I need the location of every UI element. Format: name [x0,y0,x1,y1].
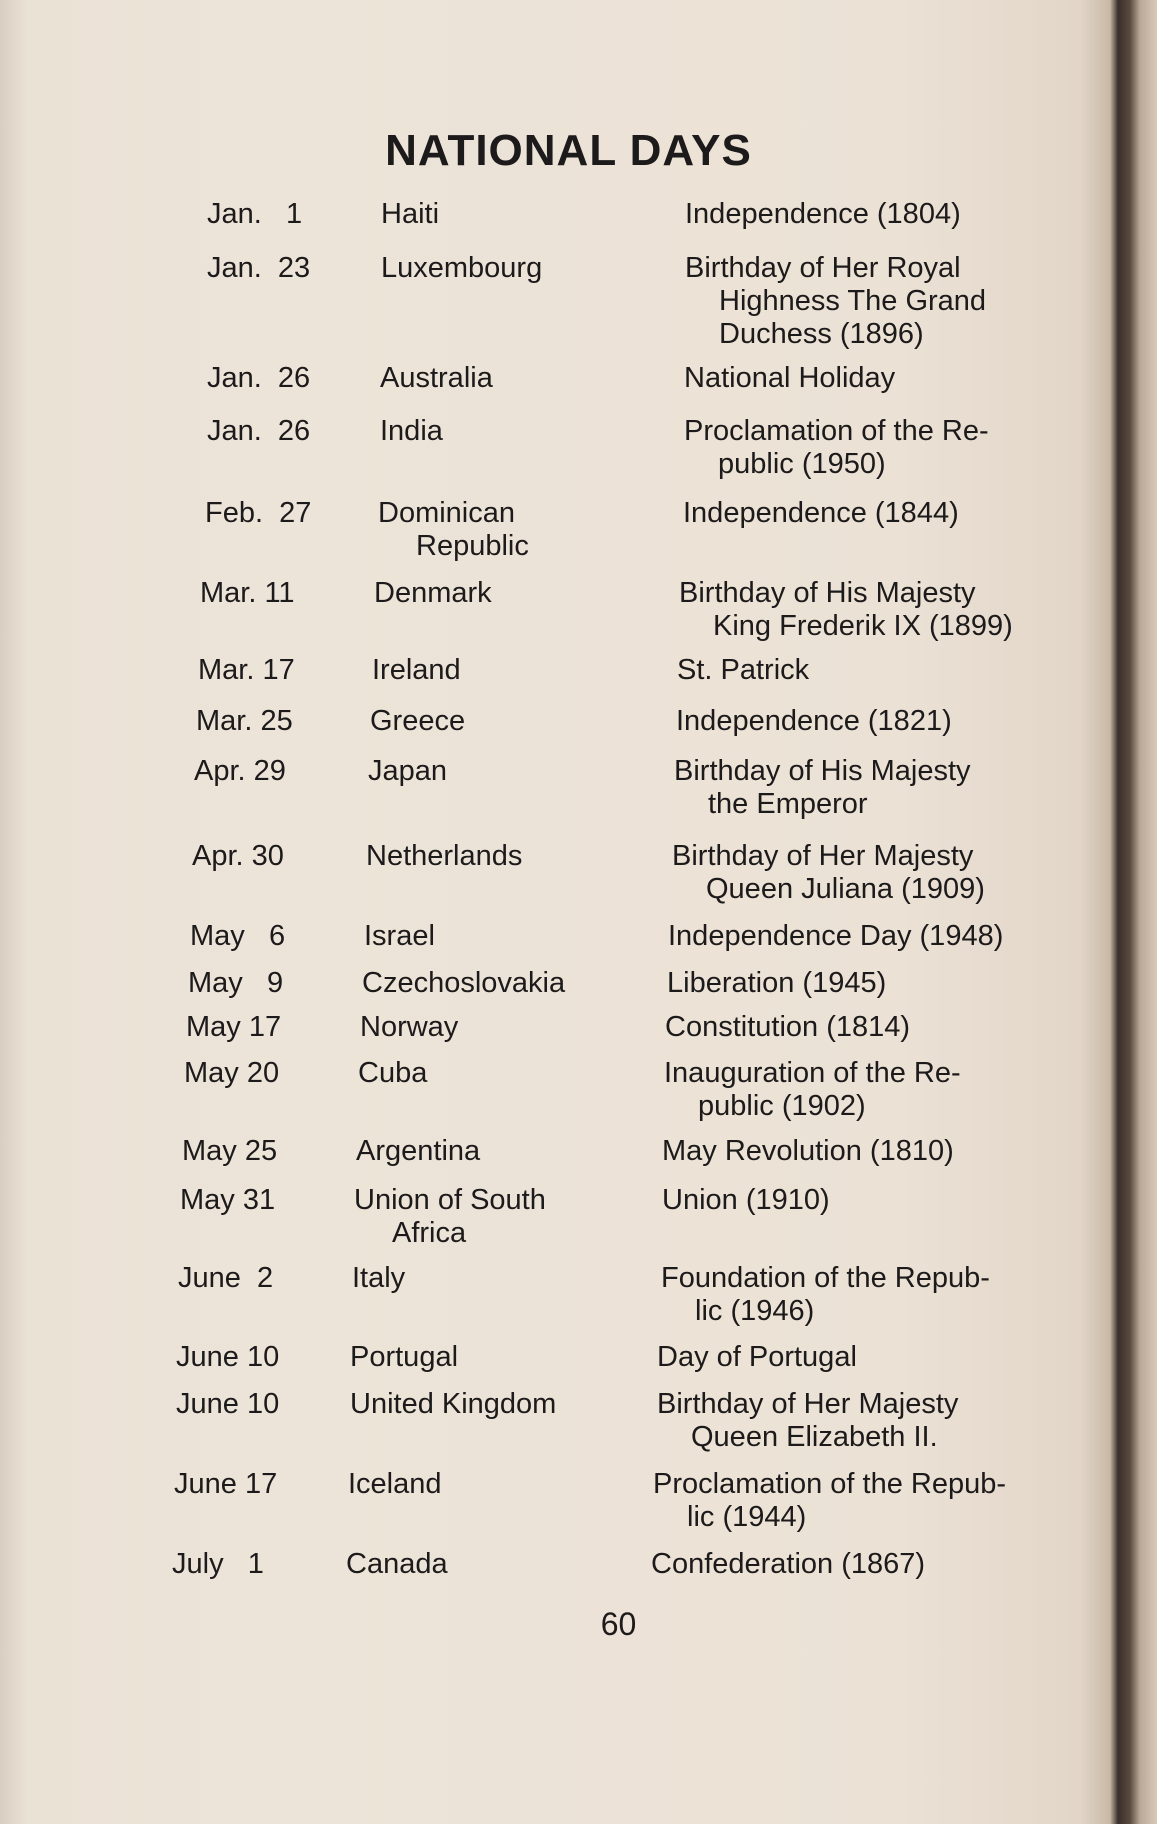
event-cell [664,1057,1094,1123]
event-cell [684,362,1114,395]
country-cell [350,1388,610,1421]
event-line: Birthday of His Majesty [674,755,971,787]
country-cell [374,577,634,610]
country-cell [360,1011,620,1044]
event-cell [657,1341,1087,1374]
country-cell [380,362,640,395]
date-cell: June 10 [176,1341,280,1373]
event-line: Inauguration of the Re- [664,1057,961,1089]
event-cell [661,1262,1091,1328]
date-cell: Apr. 29 [194,755,286,787]
country-line: Haiti [381,198,440,230]
country-line: Italy [352,1262,406,1294]
date-cell: June 2 [178,1262,274,1294]
country-cell [362,967,622,1000]
event-line: Union (1910) [662,1184,830,1216]
country-line: Cuba [358,1057,428,1089]
date-cell: July 1 [172,1548,264,1580]
event-line: Confederation (1867) [651,1548,926,1580]
country-line: Israel [364,920,435,952]
date-cell: Mar. 11 [200,577,295,609]
country-line: Iceland [348,1468,442,1500]
country-cell [366,840,626,873]
event-line: Day of Portugal [657,1341,857,1373]
country-line: Union of South [354,1184,546,1216]
event-line: Highness The Grand [719,285,987,317]
country-line: United Kingdom [350,1388,557,1420]
event-cell [667,967,1097,1000]
event-cell [662,1135,1092,1168]
country-cell [380,415,640,448]
country-line: Czechoslovakia [362,967,566,999]
country-line: Australia [380,362,493,394]
country-line: Norway [360,1011,459,1043]
event-line: Independence (1804) [685,198,961,230]
country-line: Republic [416,530,529,562]
event-cell [665,1011,1095,1044]
event-cell [685,252,1115,351]
date-cell: May 25 [182,1135,278,1167]
event-cell [668,920,1098,953]
event-cell [657,1388,1087,1454]
country-cell [348,1468,608,1501]
date-cell: May 31 [180,1184,276,1216]
event-line: Birthday of Her Royal [685,252,961,284]
event-cell [672,840,1102,906]
country-line: Africa [392,1217,467,1249]
country-cell [364,920,624,953]
event-cell [684,415,1114,481]
date-cell: May 17 [186,1011,282,1043]
country-cell [350,1341,610,1374]
event-cell [674,755,1104,821]
date-cell: Jan. 1 [207,198,303,230]
event-cell [676,705,1106,738]
event-line: Duchess (1896) [719,318,924,350]
date-cell: Jan. 26 [207,362,311,394]
country-line: Dominican [378,497,515,529]
country-cell [346,1548,606,1581]
event-line: Proclamation of the Re- [684,415,989,447]
country-line: Denmark [374,577,492,609]
page-number: 60 [600,1606,637,1642]
event-line: Foundation of the Repub- [661,1262,990,1294]
event-cell [677,654,1107,687]
page-title: NATIONAL DAYS [385,126,752,175]
country-cell [381,198,641,231]
country-line: Japan [368,755,448,787]
country-line: Ireland [372,654,461,686]
event-line: Queen Elizabeth II. [691,1421,938,1453]
country-cell [378,497,638,563]
country-cell [370,705,630,738]
event-line: lic (1946) [695,1295,815,1327]
country-cell [354,1184,614,1250]
event-line: Independence Day (1948) [668,920,1004,952]
country-cell [352,1262,612,1295]
country-line: Luxembourg [381,252,543,284]
date-cell: Jan. 23 [207,252,311,284]
event-line: Independence (1844) [683,497,959,529]
country-line: Argentina [356,1135,481,1167]
date-cell: May 9 [188,967,284,999]
event-line: Birthday of Her Majesty [657,1388,959,1420]
date-cell: Feb. 27 [205,497,312,529]
country-line: Canada [346,1548,448,1580]
event-line: National Holiday [684,362,896,394]
date-cell: June 10 [176,1388,280,1420]
country-line: India [380,415,443,447]
date-cell: May 20 [184,1057,280,1089]
country-line: Greece [370,705,466,737]
date-cell: Jan. 26 [207,415,311,447]
country-cell [368,755,628,788]
event-line: public (1902) [698,1090,866,1122]
event-cell [683,497,1113,530]
date-cell: May 6 [190,920,286,952]
event-cell [679,577,1109,643]
country-line: Portugal [350,1341,459,1373]
event-line: May Revolution (1810) [662,1135,954,1167]
event-line: the Emperor [708,788,868,820]
event-line: lic (1944) [687,1501,807,1533]
event-cell [662,1184,1092,1217]
event-line: public (1950) [718,448,886,480]
event-cell [651,1548,1081,1581]
event-line: Liberation (1945) [667,967,887,999]
event-line: Independence (1821) [676,705,952,737]
country-cell [356,1135,616,1168]
event-line: Queen Juliana (1909) [706,873,985,905]
event-cell [685,198,1115,231]
event-line: Birthday of His Majesty [679,577,976,609]
date-cell: Mar. 17 [198,654,295,686]
event-line: Constitution (1814) [665,1011,911,1043]
date-cell: Mar. 25 [196,705,293,737]
country-cell [372,654,632,687]
event-line: St. Patrick [677,654,810,686]
country-cell [381,252,641,285]
date-cell: June 17 [174,1468,278,1500]
event-line: Proclamation of the Repub- [653,1468,1007,1500]
country-line: Netherlands [366,840,523,872]
date-cell: Apr. 30 [192,840,284,872]
event-line: Birthday of Her Majesty [672,840,974,872]
event-line: King Frederik IX (1899) [713,610,1013,642]
event-cell [653,1468,1083,1534]
country-cell [358,1057,618,1090]
